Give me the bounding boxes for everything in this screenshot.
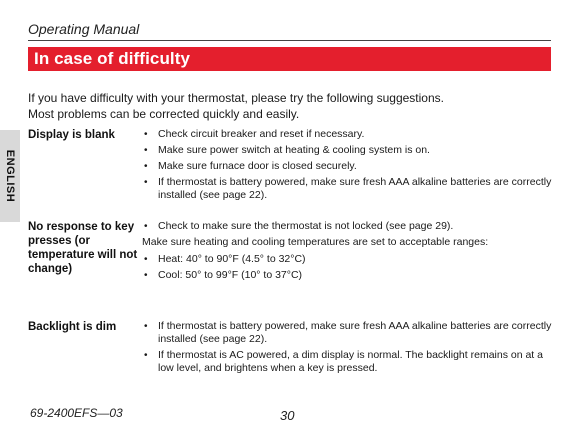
row-suggestions: [142, 320, 552, 378]
language-tab-label: ENGLISH: [4, 149, 16, 203]
list-item: • If thermostat is battery powered, make sure fresh AAA alkaline batteries are correctly installed (see page 22).: [144, 320, 552, 345]
bullet-icon: •: [144, 221, 148, 232]
document-code: 69-2400EFS—03: [30, 406, 123, 420]
list-item: • If thermostat is battery powered, make sure fresh AAA alkaline batteries are correctly installed (see page 22).: [144, 176, 552, 201]
list-item: • Heat: 40° to 90°F (4.5° to 32°C): [144, 253, 306, 265]
bullet-icon: •: [144, 321, 148, 332]
bullet-icon: •: [144, 161, 148, 172]
list-item: • Check to make sure the thermostat is not locked (see page 29).: [144, 220, 454, 232]
language-tab: [0, 130, 20, 222]
list-item: • Cool: 50° to 99°F (10° to 37°C): [144, 269, 303, 281]
intro-line-2: Most problems can be corrected quickly and easily.: [28, 107, 300, 121]
bullet-icon: •: [144, 145, 148, 156]
section-title: In case of difficulty: [34, 49, 191, 68]
section-title-band: [28, 47, 551, 71]
header-divider: [28, 40, 551, 41]
row-suggestions: [142, 128, 552, 205]
range-instruction: Make sure heating and cooling temperatures are set to acceptable ranges:: [142, 236, 489, 248]
list-item: • If thermostat is AC powered, a dim display is normal. The backlight remains on at a low level, and brightens when a key is pressed.: [144, 349, 543, 374]
row-label: Backlight is dim: [28, 321, 117, 333]
intro-line-1: If you have difficulty with your thermostat, please try the following suggestions.: [28, 91, 444, 105]
row-label: Display is blank: [28, 129, 115, 141]
bullet-icon: •: [144, 270, 148, 281]
page-number: 30: [280, 408, 295, 423]
list-item: • Make sure power switch at heating & cooling system is on.: [144, 144, 430, 156]
bullet-icon: •: [144, 177, 148, 188]
header-title: Operating Manual: [28, 21, 140, 37]
intro-paragraph: [28, 90, 548, 122]
row-label: No response to key presses (or temperature will not change): [28, 221, 138, 275]
list-item: • Make sure furnace door is closed securely.: [144, 160, 357, 172]
row-suggestions: [142, 220, 552, 285]
list-item: • Check circuit breaker and reset if necessary.: [144, 128, 365, 140]
bullet-icon: •: [144, 129, 148, 140]
bullet-icon: •: [144, 254, 148, 265]
bullet-icon: •: [144, 350, 148, 361]
